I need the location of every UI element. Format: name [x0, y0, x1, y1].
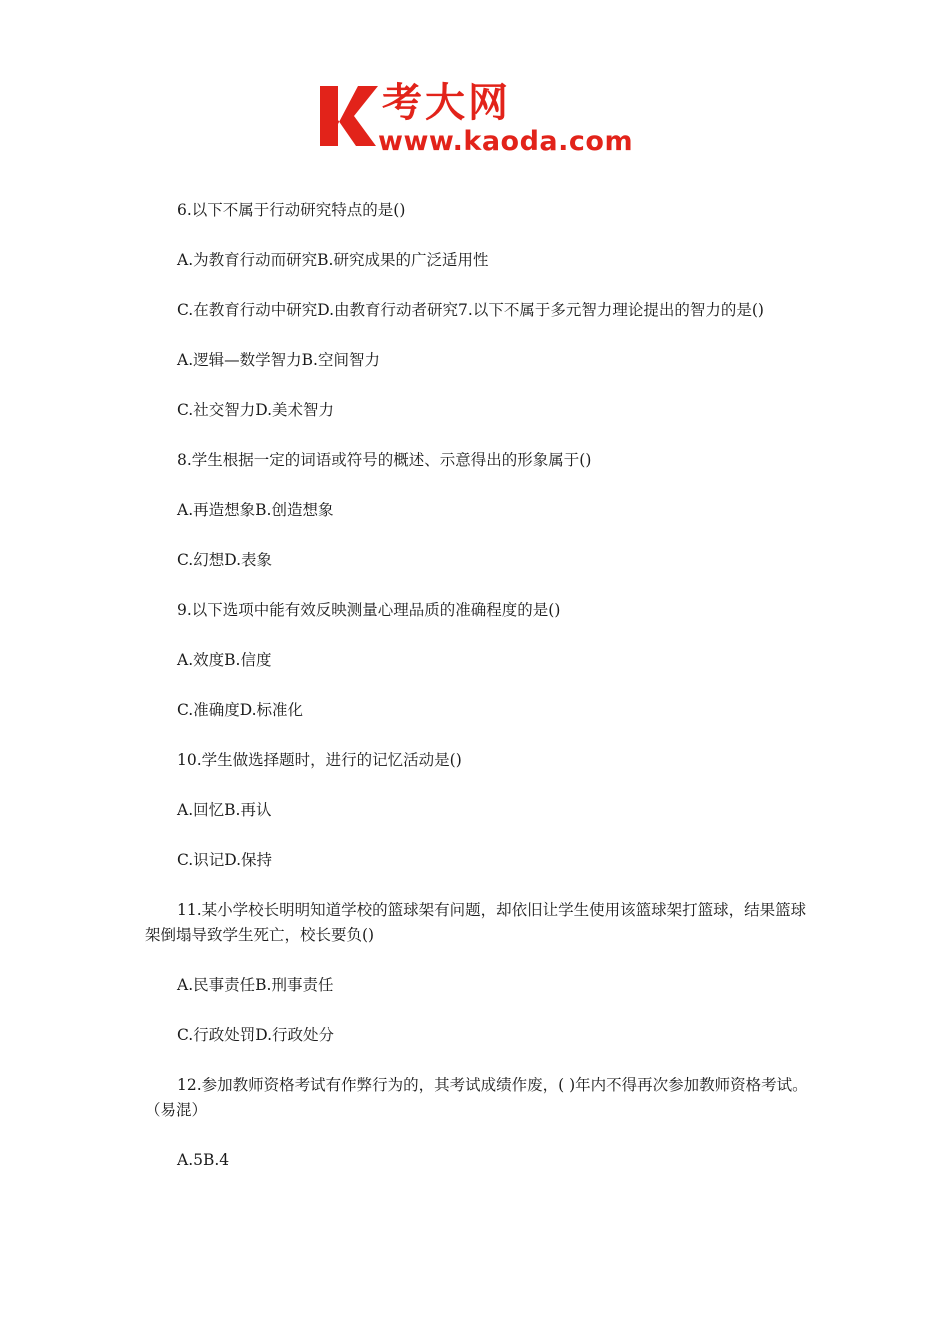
options-10-ab: A.回忆B.再认 — [177, 801, 272, 819]
options-7-ab: A.逻辑—数学智力B.空间智力 — [177, 351, 380, 369]
options-6-ab: A.为教育行动而研究B.研究成果的广泛适用性 — [177, 251, 489, 269]
options-8-cd: C.幻想D.表象 — [177, 551, 273, 569]
logo-url-text: www.kaoda.com — [378, 126, 634, 157]
options-6-cd-question-7: C.在教育行动中研究D.由教育行动者研究7.以下不属于多元智力理论提出的智力的是() — [177, 301, 764, 319]
question-10: 10.学生做选择题时，进行的记忆活动是() — [177, 751, 462, 769]
options-8-ab: A.再造想象B.创造想象 — [177, 501, 334, 519]
options-11-ab: A.民事责任B.刑事责任 — [177, 976, 334, 994]
question-8: 8.学生根据一定的词语或符号的概述、示意得出的形象属于() — [177, 451, 592, 469]
kaoda-logo — [318, 78, 638, 158]
options-10-cd: C.识记D.保持 — [177, 851, 273, 869]
logo-brand-text: 考大网 — [382, 80, 511, 126]
question-6: 6.以下不属于行动研究特点的是() — [177, 201, 406, 219]
options-11-cd: C.行政处罚D.行政处分 — [177, 1026, 335, 1044]
question-9: 9.以下选项中能有效反映测量心理品质的准确程度的是() — [177, 601, 561, 619]
question-content — [145, 198, 813, 1198]
options-7-cd: C.社交智力D.美术智力 — [177, 401, 335, 419]
options-9-cd: C.准确度D.标准化 — [177, 701, 304, 719]
options-9-ab: A.效度B.信度 — [177, 651, 272, 669]
options-12-ab: A.5B.4 — [177, 1151, 230, 1169]
question-12: 12.参加教师资格考试有作弊行为的，其考试成绩作废，( )年内不得再次参加教师资格考试。（易混） — [145, 1076, 808, 1119]
question-11: 11.某小学校长明明知道学校的篮球架有问题，却依旧让学生使用该篮球架打篮球，结果篮球架倒塌导致学生死亡，校长要负() — [145, 901, 807, 944]
